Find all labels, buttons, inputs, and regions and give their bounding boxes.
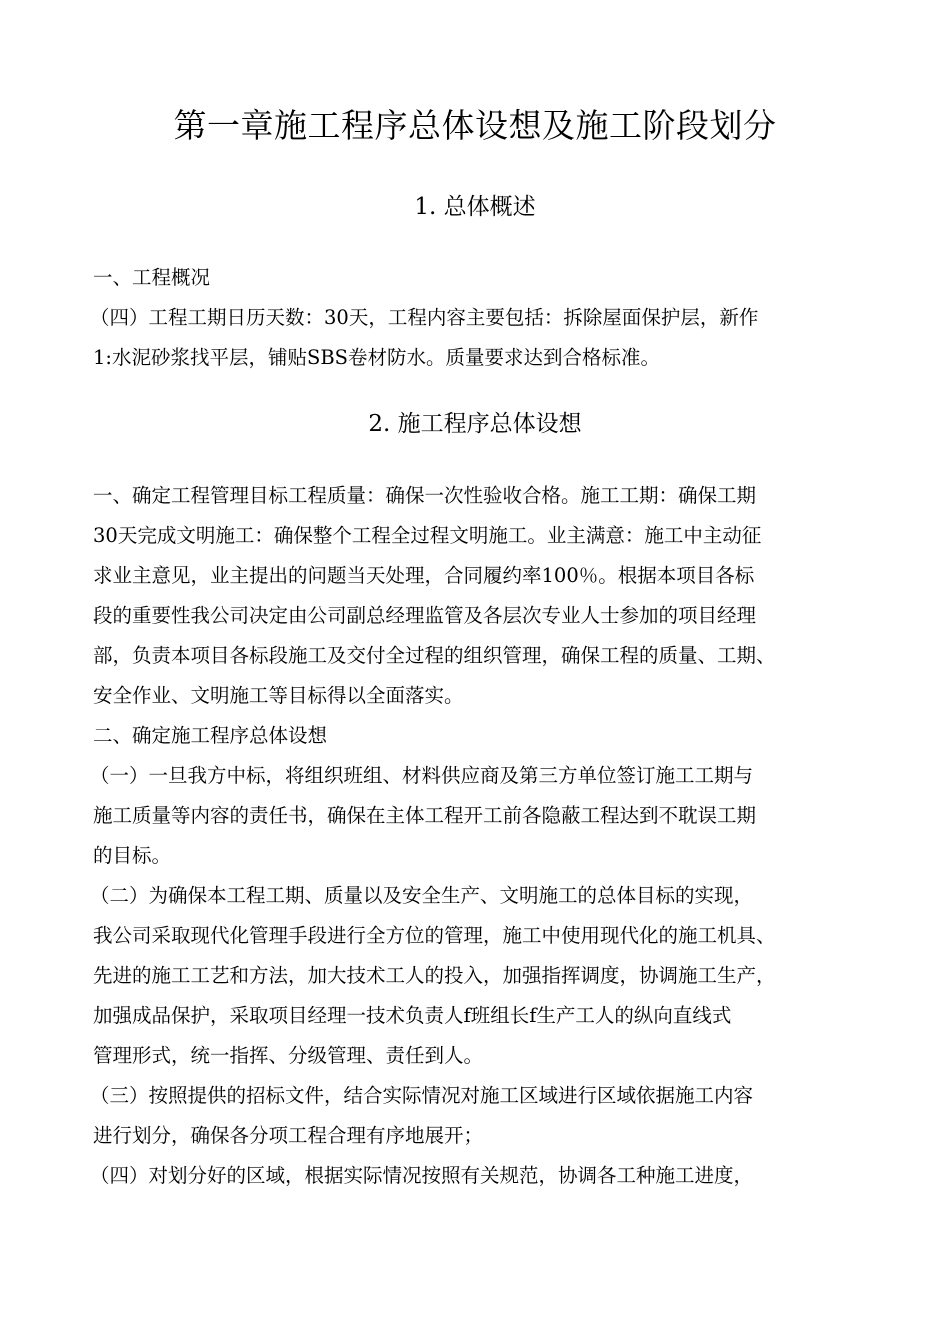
paragraph-line: 的目标。 [93,844,172,867]
paragraph-line: 进行划分，确保各分项工程合理有序地展开； [93,1124,484,1147]
paragraph-line: （一）一旦我方中标，将组织班组、材料供应商及第三方单位签订施工工期与 [90,764,754,787]
paragraph-line: 30天完成文明施工：确保整个工程全过程文明施工。业主满意：施工中主动征 [93,524,762,547]
paragraph-line: （二）为确保本工程工期、质量以及安全生产、文明施工的总体目标的实现， [90,884,754,907]
section-heading-overview: 1. 总体概述 [414,194,536,220]
section-body-construction-plan [90,476,863,1196]
paragraph-line: 1:水泥砂浆找平层，铺贴SBS卷材防水。质量要求达到合格标准。 [93,346,661,369]
paragraph-line: （四）工程工期日历天数：30天，工程内容主要包括：拆除屋面保护层，新作 [90,306,759,329]
paragraph-line: 一、确定工程管理目标工程质量：确保一次性验收合格。施工工期：确保工期 [93,484,757,507]
paragraph-line: （三）按照提供的招标文件，结合实际情况对施工区域进行区域依据施工内容 [90,1084,754,1107]
paragraph-line: 部，负责本项目各标段施工及交付全过程的组织管理，确保工程的质量、工期、 [93,644,776,667]
paragraph-line: 求业主意见，业主提出的问题当天处理，合同履约率100％。根据本项目各标 [93,564,755,587]
paragraph-line: 段的重要性我公司决定由公司副总经理监管及各层次专业人士参加的项目经理 [93,604,757,627]
paragraph-line: 施工质量等内容的责任书，确保在主体工程开工前各隐蔽工程达到不耽误工期 [93,804,757,827]
paragraph-line: （四）对划分好的区域，根据实际情况按照有关规范，协调各工种施工进度， [90,1164,754,1187]
section-body-overview [90,258,863,378]
paragraph-line: 加强成品保护，采取项目经理一技术负责人f班组长f生产工人的纵向直线式 [93,1004,732,1027]
section-heading-construction-plan: 2. 施工程序总体设想 [368,411,582,437]
paragraph-line: 管理形式，统一指挥、分级管理、责任到人。 [93,1044,484,1067]
paragraph-line: 先进的施工工艺和方法，加大技术工人的投入，加强指挥调度，协调施工生产， [93,964,776,987]
chapter-title: 第一章施工程序总体设想及施工阶段划分 [173,106,777,145]
paragraph-line: 我公司采取现代化管理手段进行全方位的管理，施工中使用现代化的施工机具、 [93,924,776,947]
paragraph-line: 二、确定施工程序总体设想 [93,724,328,747]
paragraph-line: 一、工程概况 [93,266,211,289]
paragraph-line: 安全作业、文明施工等目标得以全面落实。 [93,684,464,707]
